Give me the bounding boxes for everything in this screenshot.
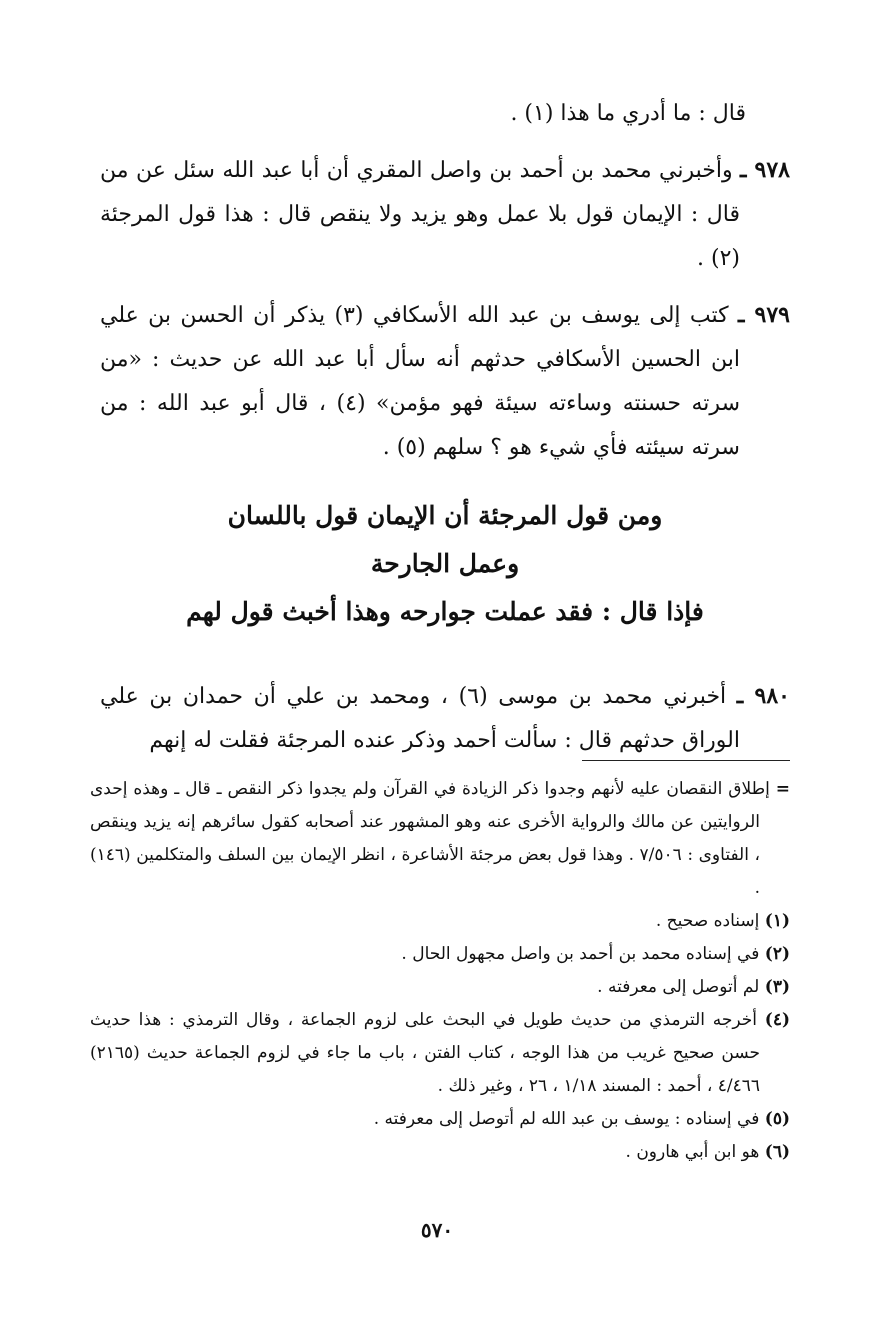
footnote-text: في إسناده : يوسف بن عبد الله لم أتوصل إلى معرفته .: [373, 1109, 760, 1129]
paragraph-number: ٩٧٨ ـ: [740, 157, 790, 183]
footnote-text: أخرجه الترمذي من حديث طويل في البحث على لزوم الجماعة ، وقال الترمذي : هذا حديث حسن صحيح غريب من هذا الوجه ، كتاب الفتن ، باب ما جاء في لزوم الجماعة حديث (٢١٦٥) ٤/٤٦٦ ، أحمد : المسند ١/١٨ ، ٢٦ ، وغير ذلك .: [90, 1010, 760, 1096]
footnote-separator: [582, 760, 790, 761]
section-heading: [100, 492, 790, 636]
paragraph-text: وأخبرني محمد بن أحمد بن واصل المقري أن أبا عبد الله سئل عن من قال : الإيمان قول بلا عمل وهو يزيد ولا ينقص قال : هذا قول المرجئة (٢) .: [100, 158, 740, 271]
footnote-marker: (٢): [764, 944, 790, 964]
paragraph-number: ٩٨٠ ـ: [736, 683, 790, 709]
footnote-marker: (٥): [764, 1109, 790, 1129]
footnote-marker: (٤): [764, 1010, 790, 1030]
footnote-4: [90, 1004, 790, 1103]
paragraph-978: [100, 148, 790, 281]
page-number: ٥٧٠: [420, 1218, 454, 1242]
footnote-marker: (٣): [764, 977, 790, 997]
heading-line-2: وعمل الجارحة: [370, 549, 520, 578]
footnote-text: إسناده صحيح .: [655, 911, 760, 931]
footnote-text: لم أتوصل إلى معرفته .: [597, 977, 760, 997]
footnote-marker: (٦): [764, 1142, 790, 1162]
footnote-3: [90, 971, 790, 1004]
footnote-text: في إسناده محمد بن أحمد بن واصل مجهول الحال .: [401, 944, 760, 964]
footnote-text: هو ابن أبي هارون .: [625, 1142, 760, 1162]
footnote-marker: =: [775, 779, 790, 799]
footnotes: [90, 773, 790, 1169]
footnote-1: [90, 905, 790, 938]
paragraph-number: ٩٧٩ ـ: [738, 302, 790, 328]
footnote-6: [90, 1136, 790, 1169]
heading-line-3: فإذا قال : فقد عملت جوارحه وهذا أخبث قول لهم: [186, 597, 704, 626]
footnote-marker: (١): [764, 911, 790, 931]
footnote-text: إطلاق النقصان عليه لأنهم وجدوا ذكر الزيادة في القرآن ولم يجدوا ذكر النقص ـ قال ـ وهذه إحدى الروايتين عن مالك والرواية الأخرى عنه وهو المشهور عند أصحابه كقول سائرهم إنه يزيد وينقص ، الفتاوى : ٧/٥٠٦ . وهذا قول بعض مرجئة الأشاعرة ، انظر الإيمان بين السلف والمتكلمين (١٤٦) .: [90, 779, 770, 898]
paragraph-continuation: [100, 92, 746, 136]
paragraph-text: كتب إلى يوسف بن عبد الله الأسكافي (٣) يذكر أن الحسن بن علي ابن الحسين الأسكافي حدثهم أنه سأل أبا عبد الله عن حديث : «من سرته حسنته وساءته سيئة فهو مؤمن» (٤) ، قال أبو عبد الله : من سرته سيئته فأي شيء هو ؟ سلهم (٥) .: [100, 303, 740, 460]
paragraph-980: [100, 674, 790, 763]
paragraph-text: قال : ما أدري ما هذا (١) .: [510, 101, 746, 126]
footnote-5: [90, 1103, 790, 1136]
heading-line-1: ومن قول المرجئة أن الإيمان قول باللسان: [227, 501, 663, 530]
main-text: [100, 92, 790, 482]
footnote-2: [90, 938, 790, 971]
paragraph-979: [100, 293, 790, 470]
paragraph-text: أخبرني محمد بن موسى (٦) ، ومحمد بن علي أن حمدان بن علي الوراق حدثهم قال : سألت أحمد وذكر عنده المرجئة فقلت له إنهم: [100, 684, 740, 753]
footnote-continuation: [90, 773, 790, 905]
